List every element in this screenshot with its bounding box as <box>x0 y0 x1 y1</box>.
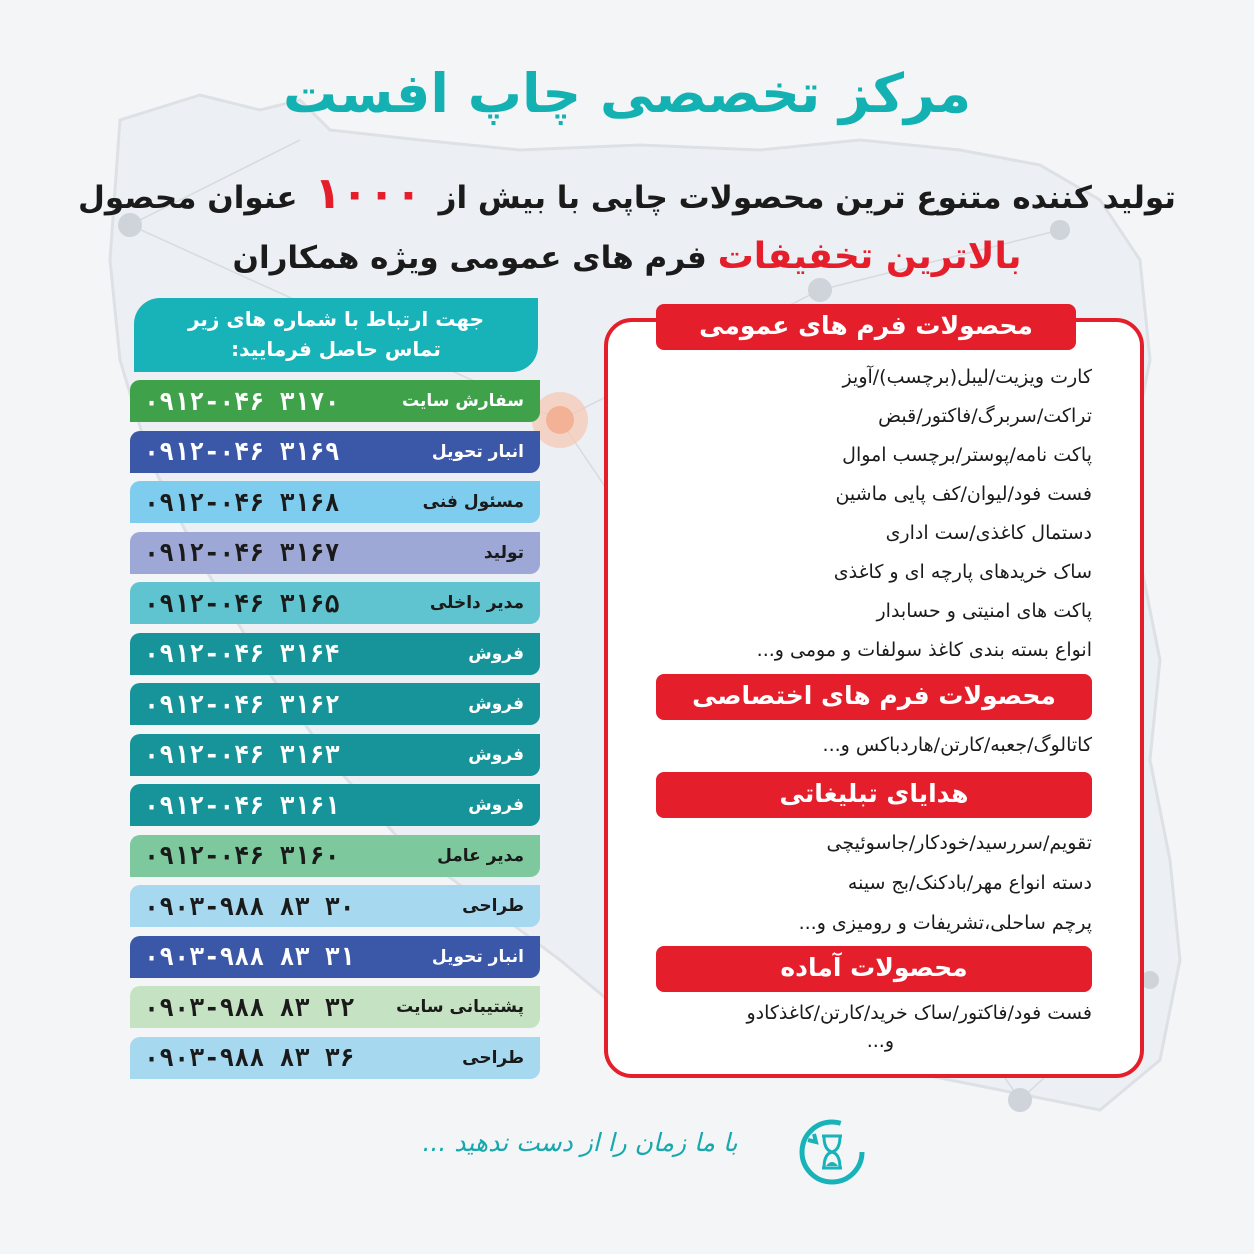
phone-row <box>130 532 540 574</box>
phone-number[interactable]: ۰۹۱۲-۰۴۶ ۳۱۶۸ <box>144 487 340 517</box>
phone-row <box>130 784 540 826</box>
general-line: پاکت نامه/پوستر/برچسب اموال <box>842 444 1092 466</box>
phone-row <box>130 582 540 624</box>
section-gifts-title: هدایای تبلیغاتی <box>656 772 1092 818</box>
subtitle-text-before: تولید کننده متنوع ترین محصولات چاپی با بیش از <box>438 180 1176 216</box>
gifts-line: دسته انواع مهر/بادکنک/بج سینه <box>847 872 1092 894</box>
phone-label: طراحی <box>462 896 524 916</box>
ready-line: و... <box>866 1030 894 1052</box>
phone-number[interactable]: ۰۹۱۲-۰۴۶ ۳۱۶۹ <box>144 437 340 466</box>
discount-highlight: بالاترین تخفیفات <box>717 236 1022 277</box>
section-custom-title: محصولات فرم های اختصاصی <box>656 674 1092 720</box>
phone-number[interactable]: ۰۹۰۳-۹۸۸ ۸۳ ۳۶ <box>144 1043 355 1072</box>
phone-row <box>130 431 540 473</box>
phone-row <box>130 633 540 675</box>
phone-row <box>130 986 540 1028</box>
phone-label: فروش <box>468 795 524 815</box>
products-panel <box>604 311 1144 1078</box>
subtitle-discounts <box>60 236 1194 277</box>
phone-label: مدیر داخلی <box>429 593 524 613</box>
phone-label: سفارش سایت <box>402 391 524 411</box>
general-line: تراکت/سربرگ/فاکتور/قبض <box>878 405 1092 427</box>
phone-row <box>130 885 540 927</box>
ready-line: فست فود/فاکتور/ساک خرید/کارتن/کاغذکادو <box>746 1002 1092 1024</box>
phone-number[interactable]: ۰۹۱۲-۰۴۶ ۳۱۶۷ <box>144 538 340 567</box>
gifts-line: پرچم ساحلی،تشریفات و رومیزی و... <box>798 912 1092 934</box>
gifts-line: تقویم/سررسید/خودکار/جاسوئیچی <box>826 832 1092 854</box>
product-count-number: ۱۰۰۰ <box>314 168 422 219</box>
subtitle-text-after: عنوان محصول <box>78 180 298 216</box>
footer-slogan: با ما زمان را از دست ندهید ... <box>422 1128 738 1157</box>
subtitle-product-count <box>60 168 1194 219</box>
phone-label: پشتیبانی سایت <box>396 997 524 1017</box>
phone-row <box>130 380 540 422</box>
phone-label: طراحی <box>462 1047 524 1068</box>
section-general-title: محصولات فرم های عمومی <box>656 304 1076 350</box>
phone-number[interactable]: ۰۹۱۲-۰۴۶ ۳۱۷۰ <box>144 386 340 416</box>
phone-number[interactable]: ۰۹۱۲-۰۴۶ ۳۱۶۰ <box>144 841 340 870</box>
phone-label: فروش <box>468 744 524 765</box>
phone-row <box>130 481 540 523</box>
phone-row <box>130 936 540 978</box>
section-ready-title: محصولات آماده <box>656 946 1092 992</box>
general-line: انواع بسته بندی کاغذ سولفات و مومی و... <box>756 639 1092 661</box>
general-line: پاکت های امنیتی و حسابدار <box>876 600 1092 622</box>
phone-number[interactable]: ۰۹۱۲-۰۴۶ ۳۱۶۵ <box>144 588 340 618</box>
custom-line: کاتالوگ/جعبه/کارتن/هاردباکس و... <box>822 734 1092 756</box>
phone-label: فروش <box>468 643 524 664</box>
phone-number[interactable]: ۰۹۰۳-۹۸۸ ۸۳ ۳۲ <box>144 992 355 1022</box>
phone-number[interactable]: ۰۹۱۲-۰۴۶ ۳۱۶۴ <box>144 639 340 668</box>
contact-heading-line1: جهت ارتباط با شماره های زیر <box>187 307 485 331</box>
phone-label: انبار تحویل <box>431 441 524 462</box>
phone-label: مسئول فنی <box>422 492 524 512</box>
phone-number[interactable]: ۰۹۱۲-۰۴۶ ۳۱۶۲ <box>144 689 340 719</box>
discount-text: فرم های عمومی ویژه همکاران <box>232 240 707 276</box>
contact-heading <box>134 298 538 372</box>
phone-row <box>130 1037 540 1079</box>
phone-number[interactable]: ۰۹۰۳-۹۸۸ ۸۳ ۳۰ <box>144 891 355 921</box>
phone-number[interactable]: ۰۹۱۲-۰۴۶ ۳۱۶۳ <box>144 740 340 769</box>
general-line: فست فود/لیوان/کف پایی ماشین <box>835 483 1092 505</box>
phone-row <box>130 683 540 725</box>
phone-label: انبار تحویل <box>431 946 524 967</box>
phone-row <box>130 835 540 877</box>
phone-label: مدیر عامل <box>437 845 524 866</box>
phone-number[interactable]: ۰۹۱۲-۰۴۶ ۳۱۶۱ <box>144 790 340 820</box>
hourglass-clock-icon <box>792 1112 872 1192</box>
phone-row <box>130 734 540 776</box>
phone-label: تولید <box>483 542 524 563</box>
phone-label: فروش <box>468 694 524 714</box>
general-line: ساک خریدهای پارچه ای و کاغذی <box>833 561 1092 583</box>
general-line: دستمال کاغذی/ست اداری <box>885 522 1092 544</box>
general-line: کارت ویزیت/لیبل(برچسب)/آویز <box>842 366 1092 388</box>
phone-number[interactable]: ۰۹۰۳-۹۸۸ ۸۳ ۳۱ <box>144 942 355 971</box>
contact-heading-line2: تماس حاصل فرمایید: <box>231 337 441 361</box>
page-title: مرکز تخصصی چاپ افست <box>282 62 972 125</box>
